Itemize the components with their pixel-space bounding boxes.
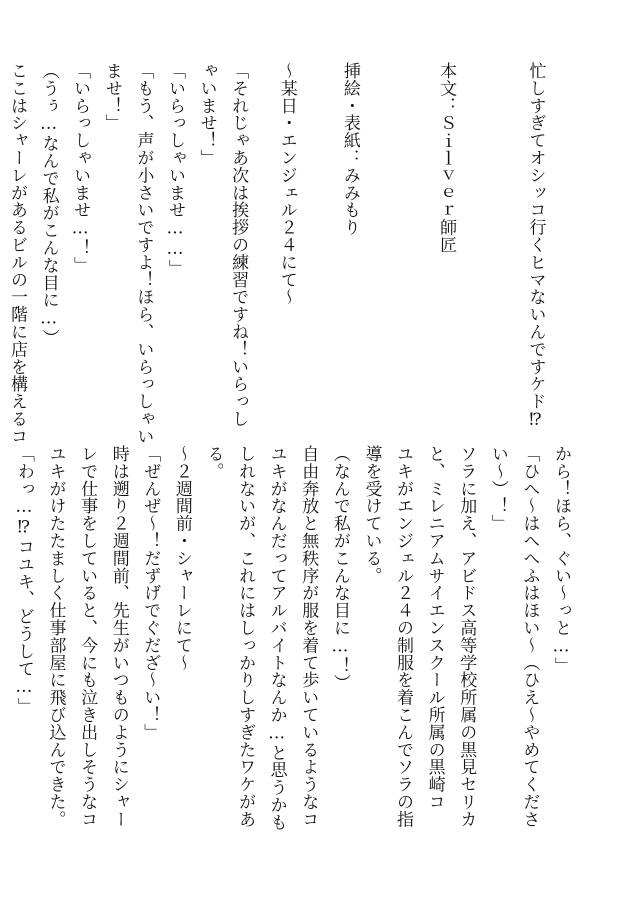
text-line: 「ぜんぜ〜！だずげでぐだざ〜い！」 xyxy=(140,445,161,741)
text-line: 〜某日・エンジェル２４にて〜 xyxy=(276,62,297,306)
text-line: 「ひへ〜はへへふはほい〜（ひえ〜やめてくださ xyxy=(519,445,540,828)
text-line: ユキがけたたましく仕事部屋に飛び込んできた。 xyxy=(45,445,66,828)
text-line: ソラに加え、アビドス高等学校所属の黒見セリカ xyxy=(456,445,477,828)
credit-illustrator: 挿絵・表紙：みみもり xyxy=(339,62,360,236)
text-line: （なんで私がこんな目に…！） xyxy=(329,445,350,692)
text-line: 「もう、声が小さいですよ！ほら、いらっしゃい xyxy=(133,62,154,445)
upper-text-block xyxy=(6,62,576,445)
text-line: 時は遡り２週間前、先生がいつものようにシャー xyxy=(108,445,129,828)
text-line: 〜２週間前・シャーレにて〜 xyxy=(171,445,192,672)
text-line: る。 xyxy=(203,445,224,480)
text-line: ませ！」 xyxy=(101,62,122,132)
text-line: 「わっ…⁉コユキ、どうして…」 xyxy=(13,445,34,715)
blank-line xyxy=(302,62,334,442)
text-line: と、ミレニアムサイエンスクール所属の黒崎コ xyxy=(424,445,445,811)
text-line: 導を受けている。 xyxy=(361,445,382,585)
story-title: 忙しすぎてオシッコ行くヒマないんですケド⁉ xyxy=(525,62,546,431)
text-line: 自由奔放と無秩序が服を着て歩いているようなコ xyxy=(298,445,319,828)
text-line: ここはシャーレがあるビルの一階に店を構えるコ xyxy=(6,62,27,445)
text-line: レで仕事をしていると、今にも泣き出しそうなコ xyxy=(77,445,98,828)
text-line: い〜）！」 xyxy=(487,445,508,532)
text-line: しれないが、これにはしっかりしすぎたワケがあ xyxy=(235,445,256,828)
text-line: 「いらっしゃいませ…！」 xyxy=(70,62,91,274)
text-line: ユキがなんだってアルバイトなんか…と思うかも xyxy=(266,445,287,831)
text-line: から！ほら、ぐい〜っと…」 xyxy=(551,445,571,675)
text-line: 「いらっしゃいませ……」 xyxy=(164,62,185,277)
text-line: ゃいませ！」 xyxy=(196,62,217,167)
credit-author: 本文：Ｓｉｌｖｅｒ師匠 xyxy=(436,62,457,254)
lower-text-block xyxy=(13,445,576,845)
text-line: （うぅ…なんで私がこんな目に…） xyxy=(38,62,59,347)
text-line: ユキがエンジェル２４の制服を着こんでソラの指 xyxy=(393,445,414,828)
text-line: 「それじゃあ次は挨拶の練習ですね！いらっし xyxy=(228,62,249,428)
